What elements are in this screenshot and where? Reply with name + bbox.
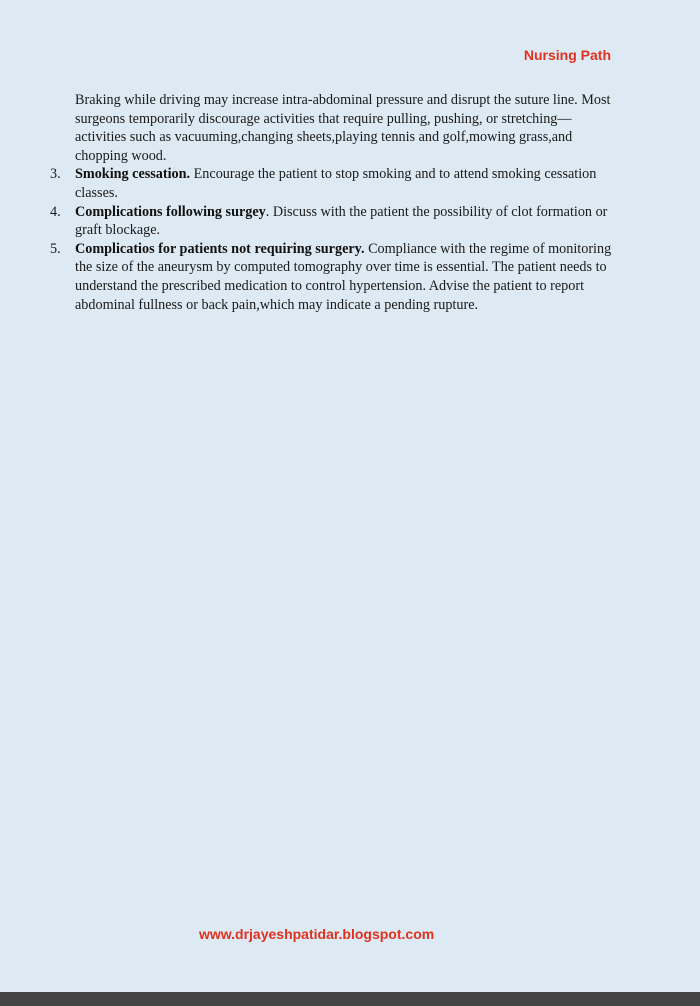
list-item-body [75,203,620,240]
list-item [50,203,620,240]
intro-paragraph: Braking while driving may increase intra-abdominal pressure and disrupt the suture line. Most surgeons temporarily discourage activities that require pulling, pushing, or stretching—activities such as vacuuming,changing sheets,playing tennis and golf,mowing grass,and chopping wood. [75,92,611,164]
list-item-title: Complications following surgey [75,203,266,220]
list-item-number: 4. [50,203,61,220]
bottom-bar [0,992,700,1006]
list-item-text: Encourage the patient to stop smoking and to attend smoking cessation classes. [75,166,597,201]
list-item-body [75,240,620,314]
list-item-number: 3. [50,166,61,183]
footer-url[interactable]: www.drjayeshpatidar.blogspot.com [199,926,435,942]
list-item-text: Compliance with the regime of monitoring the size of the aneurysm by computed tomography over time is essential. The patient needs to understand the prescribed medication to control hypertension. Advise the patient to report abdominal fullness or back pain,which may indicate a pending rupture. [75,240,612,313]
list-item-number: 5. [50,240,61,257]
list-item-text: . Discuss with the patient the possibility of clot formation or graft blockage. [75,203,608,239]
list-item [50,165,620,202]
list-item [50,240,620,314]
list-item-body [75,165,620,202]
list-item-title: Complicatios for patients not requiring surgery. [75,240,365,257]
header-title: Nursing Path [523,47,611,63]
list-item-title: Smoking cessation. [75,166,191,183]
document-content [50,91,620,314]
